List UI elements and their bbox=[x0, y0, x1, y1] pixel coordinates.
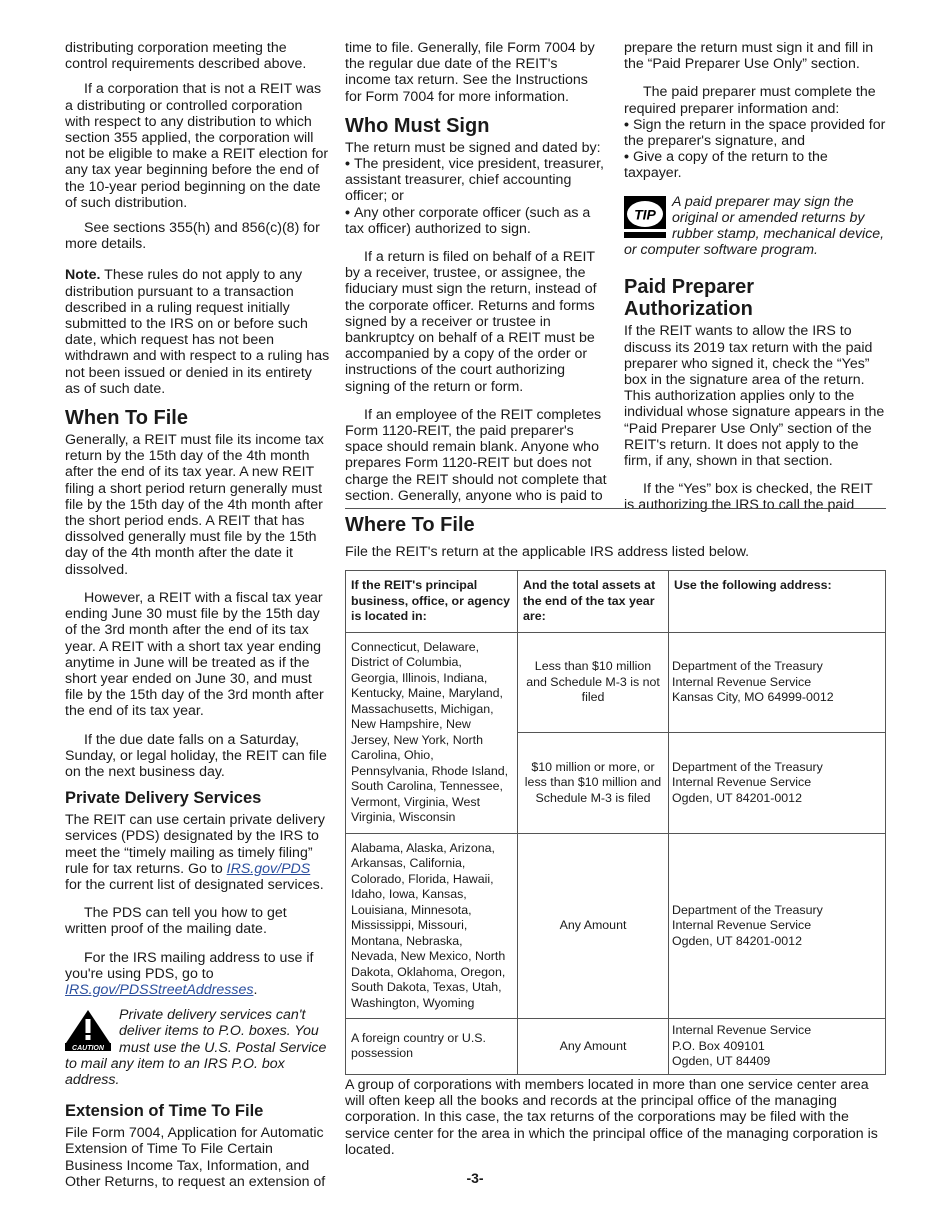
table-row bbox=[346, 1019, 886, 1075]
paragraph: If a corporation that is not a REIT was a distributing or controlled corporation with respect to any distribution to which section 355 applied, the corporation will not be eligible to make a REIT election for any tax year beginning before the end of the 10-year period beginning on the date of such distribution. bbox=[65, 81, 329, 211]
states-cell: A foreign country or U.S. possession bbox=[346, 1019, 518, 1075]
text: The REIT can use certain private delivery services (PDS) designated by the IRS to meet the “timely mailing as timely filing” rule for tax returns. Go to bbox=[65, 812, 325, 877]
column-1 bbox=[65, 40, 330, 1199]
table-row bbox=[346, 833, 886, 1019]
bullet-icon: • bbox=[345, 204, 350, 221]
paragraph: If the REIT wants to allow the IRS to discuss its 2019 tax return with the paid preparer who signed it, check the “Yes” box in the signature area of the return. This authorization applies only to the individual whose signature appears in the “Paid Preparer Use Only” section of the REIT's return. It does not apply to the firm, if any, shown in that section. bbox=[624, 323, 885, 470]
where-to-file-table bbox=[345, 570, 886, 1075]
bullet-text: The president, vice president, treasurer, assistant treasurer, chief accounting officer; or bbox=[345, 156, 604, 205]
heading-where-to-file: Where To File bbox=[345, 514, 475, 536]
paragraph: Generally, a REIT must file its income tax return by the 15th day of the 4th month after the end of its tax year. A new REIT filing a short period return generally must file by the 15th day of the 4th month after the short period ends. A REIT that has dissolved generally must file by the 15th day of the 4th month after the date it dissolved. bbox=[65, 432, 324, 578]
text: For the IRS mailing address to use if you're using PDS, go to bbox=[65, 949, 314, 982]
paragraph: See sections 355(h) and 856(c)(8) for more details. bbox=[65, 220, 320, 253]
states-cell: Alabama, Alaska, Arizona, Arkansas, California, Colorado, Florida, Hawaii, Idaho, Iowa, Kansas, Louisiana, Minnesota, Mississippi, Missouri, Montana, Nebraska, Nevada, New Mexico, North Dakota, Oklahoma, Oregon, South Dakota, Texas, Utah, Washington, Wyoming bbox=[346, 833, 518, 1019]
section-divider bbox=[345, 508, 886, 509]
address-line: Ogden, UT 84201-0012 bbox=[672, 933, 802, 948]
table-row bbox=[346, 632, 886, 733]
note-text: These rules do not apply to any distribution pursuant to a transaction described in a ruling request initially submitted to the IRS on or before such date, which request has not been withdrawn and with respect to a ruling has not been issued or denied in its entirety as of such date. bbox=[65, 267, 330, 397]
heading-when-to-file: When To File bbox=[65, 407, 188, 430]
bullet-item bbox=[624, 117, 886, 149]
heading-who-must-sign: Who Must Sign bbox=[345, 114, 490, 137]
bullet-item bbox=[345, 205, 607, 237]
assets-cell: Any Amount bbox=[518, 1019, 669, 1075]
tip-icon bbox=[624, 196, 664, 236]
paragraph: If the “Yes” box is checked, the REIT is authorizing the IRS to call the paid bbox=[624, 481, 873, 514]
address-line: Department of the Treasury bbox=[672, 759, 823, 774]
link-irs-pds[interactable]: IRS.gov/PDS bbox=[226, 860, 311, 877]
address-line: Department of the Treasury bbox=[672, 659, 823, 673]
heading-extension-of-time: Extension of Time To File bbox=[65, 1102, 264, 1121]
address-line: Ogden, UT 84201-0012 bbox=[672, 790, 802, 805]
paragraph: prepare the return must sign it and fill in the “Paid Preparer Use Only” section. bbox=[624, 40, 874, 73]
paragraph: File Form 7004, Application for Automatic Extension of Time To File Certain Business Income Tax, Information, and Other Returns, to request an extension of bbox=[65, 1125, 326, 1190]
bullet-item bbox=[624, 149, 886, 181]
address-cell bbox=[669, 632, 886, 733]
paragraph: The paid preparer must complete the required preparer information and: bbox=[624, 84, 876, 117]
address-line: Internal Revenue Service bbox=[672, 775, 812, 789]
text: for the current list of designated services. bbox=[65, 876, 324, 893]
paragraph: File the REIT's return at the applicable IRS address listed below. bbox=[345, 544, 750, 560]
address-line: Internal Revenue Service bbox=[672, 1023, 812, 1037]
closing-paragraph: A group of corporations with members located in more than one service center area will often keep all the books and records at the principal office of the managing corporation. In this case, the tax returns of the corporations may be filed with the service center for the area in which the principal office of the managing corporation is located. bbox=[345, 1077, 878, 1158]
bullet-icon: • bbox=[624, 149, 629, 166]
paragraph: distributing corporation meeting the control requirements described above. bbox=[65, 40, 307, 73]
page-number: -3- bbox=[466, 1170, 484, 1186]
bullet-text: Give a copy of the return to the taxpayer. bbox=[624, 149, 828, 182]
address-cell bbox=[669, 833, 886, 1019]
paragraph: If a return is filed on behalf of a REIT by a receiver, trustee, or assignee, the fiduciary must sign the return, instead of the corporate officer. Returns and forms signed by a receiver or trustee in bankruptcy on behalf of a REIT must be accompanied by a copy of the order or instructions of the court authorizing signing of the return or form. bbox=[345, 249, 597, 395]
bullet-text: Any other corporate officer (such as a tax officer) authorized to sign. bbox=[345, 204, 591, 237]
tip-label: TIP bbox=[634, 206, 656, 223]
heading-paid-preparer-authorization: Paid Preparer Authorization bbox=[624, 276, 755, 321]
tip-callout bbox=[624, 194, 886, 259]
address-cell bbox=[669, 733, 886, 834]
where-to-file-section bbox=[345, 514, 886, 569]
paragraph: If the due date falls on a Saturday, Sunday, or legal holiday, the REIT can file on the next business day. bbox=[65, 731, 327, 780]
assets-cell: Less than $10 million and Schedule M-3 is not filed bbox=[518, 632, 669, 733]
paragraph: The PDS can tell you how to get written proof of the mailing date. bbox=[65, 905, 287, 938]
heading-private-delivery-services: Private Delivery Services bbox=[65, 789, 262, 808]
text: . bbox=[253, 981, 258, 998]
paragraph: However, a REIT with a fiscal tax year ending June 30 must file by the 15th day of the 3rd month after the end of its tax year. A REIT with a short tax year ending anytime in June will be treated as if the short year ended on June 30, and must file by the 15th day of the 3rd month after the end of its tax year. bbox=[65, 589, 324, 720]
note-label: Note. bbox=[65, 267, 101, 284]
link-pds-street-addresses[interactable]: IRS.gov/PDSStreetAddresses bbox=[65, 981, 254, 998]
address-cell bbox=[669, 1019, 886, 1075]
caution-icon bbox=[65, 1009, 111, 1051]
address-line: Kansas City, MO 64999-0012 bbox=[672, 690, 834, 704]
states-cell: Connecticut, Delaware, District of Columbia, Georgia, Illinois, Indiana, Kentucky, Maine, Maryland, Massachusetts, Michigan, New Hampshire, New Jersey, New York, North Carolina, Ohio, Pennsylvania, Rhode Island, South Carolina, Tennessee, Vermont, Virginia, West Virginia, Wisconsin bbox=[346, 632, 518, 833]
note-paragraph bbox=[65, 267, 330, 397]
bullet-item bbox=[345, 156, 607, 205]
caution-callout bbox=[65, 1007, 330, 1088]
column-3 bbox=[624, 40, 886, 523]
bullet-text: Sign the return in the space provided for the preparer's signature, and bbox=[624, 116, 886, 150]
address-line: Internal Revenue Service bbox=[672, 674, 812, 689]
tip-text: A paid preparer may sign the original or amended returns by rubber stamp, mechanical device, or computer software program. bbox=[624, 193, 885, 259]
address-line: Internal Revenue Service bbox=[672, 918, 812, 932]
caution-text: Private delivery services can't deliver items to P.O. boxes. You must use the U.S. Postal Service to mail any item to an IRS P.O. box address. bbox=[65, 1007, 327, 1088]
address-line: Department of the Treasury bbox=[672, 902, 823, 917]
assets-cell: $10 million or more, or less than $10 million and Schedule M-3 is filed bbox=[518, 733, 669, 834]
column-2 bbox=[345, 40, 607, 513]
paragraph: The return must be signed and dated by: bbox=[345, 139, 601, 156]
column-header: If the REIT's principal business, office, or agency is located in: bbox=[346, 571, 518, 633]
address-line: Ogden, UT 84409 bbox=[672, 1054, 771, 1068]
paragraph: time to file. Generally, file Form 7004 by the regular due date of the REIT's income tax return. See the Instructions for Form 7004 for more information. bbox=[345, 40, 595, 105]
bullet-icon: • bbox=[345, 156, 350, 173]
caution-label: CAUTION bbox=[72, 1045, 104, 1052]
paragraph: If an employee of the REIT completes Form 1120-REIT, the paid preparer's space should remain blank. Anyone who prepares Form 1120-REIT but does not charge the REIT should not complete that section. Generally, anyone who is paid to bbox=[345, 406, 607, 504]
table-header-row bbox=[346, 571, 886, 633]
paragraph bbox=[65, 812, 330, 893]
column-header: And the total assets at the end of the tax year are: bbox=[518, 571, 669, 633]
column-header: Use the following address: bbox=[669, 571, 886, 633]
bullet-icon: • bbox=[624, 116, 629, 133]
address-line: P.O. Box 409101 bbox=[672, 1038, 765, 1053]
paragraph bbox=[65, 950, 330, 999]
assets-cell: Any Amount bbox=[518, 833, 669, 1019]
